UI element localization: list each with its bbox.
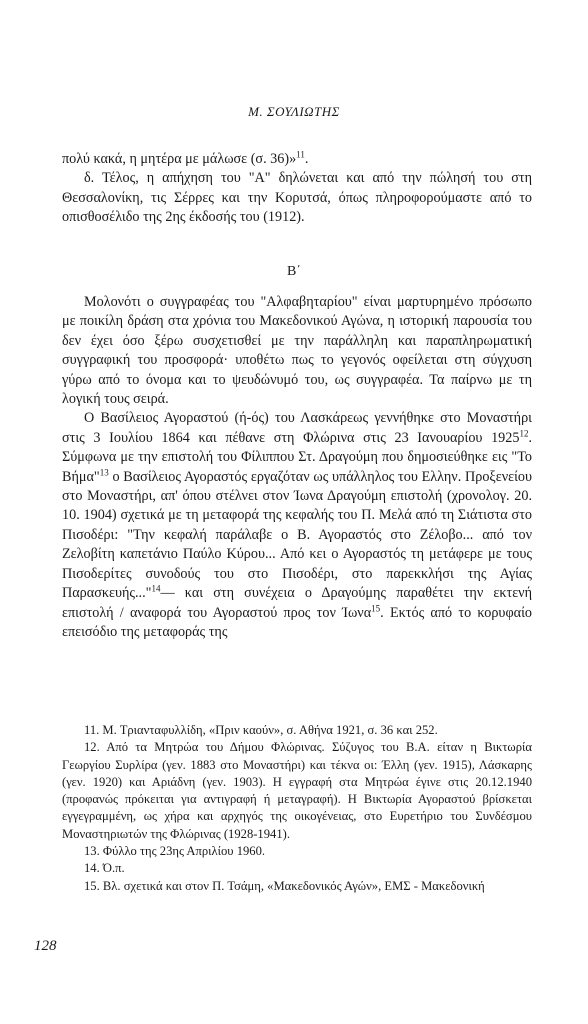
continued-quote-line: πολύ κακά, η μητέρα με μάλωσε (σ. 36)»$^{11}$. (62, 149, 309, 167)
paragraph-2: Ο Βασίλειος Αγοραστού (ή-ός) του Λασκάρεως γεννήθηκε στο Μοναστήρι στις 3 Ιουλίου 1864 και πέθανε στη Φλώρινα στις 23 Ιανουαρίου 1925$^{12}$. Σύμφωνα με την επιστολή του Φίλιππου Στ. Δραγούμη που δημοσιεύθηκε εις "Το Βήμα"$^{13}$ ο Βασίλειος Αγοραστός εργαζόταν ως υπάλληλος του Ελλην. Προξενείου στο Μοναστήρι, απ' όπου στέλνει στον Ίωνα Δραγούμη επιστολή (χρονολογ. 20. 10. 1904) σχετικά με τη μεταφορά της κεφαλής του Π. Μελά από τη Σιάτιστα στο Πισοδέρι: "Την κεφαλή παράλαβε ο Β. Αγοραστός στο Ζέλοβο... από τον Ζελοβίτη καπετάνιο Παύλο Κύρου... Από κει ο Αγοραστός τη μετάφερε με τους Πισοδερίτες συνοδούς του στο Πισοδέρι, στο παρεκκλήσι της Αγίας Παρασκευής..."$^{14}$— και στη συνέχεια ο Δραγούμης παραθέτει την εκτενή επιστολή / αναφορά του Αγοραστού προς τον Ίωνα$^{15}$. Εκτός από το κορυφαίο επεισόδιο της μεταφοράς της (62, 410, 532, 640)
footnote-11: 11. Μ. Τριανταφυλλίδη, «Πριν καούν», σ. Αθήνα 1921, σ. 36 και 252. (84, 723, 438, 737)
footnote-ref-11: 11 (296, 149, 305, 160)
footnote-ref-14: 14 (151, 583, 161, 594)
footnote-14: 14. Ό.π. (84, 861, 125, 876)
footnote-13: 13. Φύλλο της 23ης Απριλίου 1960. (84, 844, 266, 859)
footnote-ref-15: 15 (371, 602, 381, 613)
footnote-ref-13: 13 (99, 466, 109, 477)
section-heading: Β΄ (287, 264, 301, 279)
running-header: Μ. ΣΟΥΛΙΩΤΗΣ (248, 104, 340, 119)
footnote-15: 15. Βλ. σχετικά και στον Π. Τσάμη, «Μακεδονικός Αγών», ΕΜΣ - Μακεδονική (84, 878, 485, 893)
footnote-12: 12. Από τα Μητρώα του Δήμου Φλώρινας. Σύζυγος του Β.Α. είταν η Βικτωρία Γεωργίου Συρλίρα (γεν. 1883 στο Μοναστήρι) και τέκνα οι: Έλλη (γεν. 1915), Λάσκαρης (γεν. 1920) και Αριάδνη (γεν. 1903). Η εγγραφή στα Μητρώα έγινε στις 20.12.1940 (προφανώς πρόκειται για αντιγραφή ή μεταγραφή). Η Βικτωρία Αγοραστού βρίσκεται εγγεγραμμένη, ως χήρα και αρχηγός της οικογένειας, στο Ευρετήριο του Συνδέσμου Μοναστηριωτών της Φλώρινας (1928-1941). (62, 740, 532, 841)
page-number: 128 (34, 938, 57, 954)
footnotes-section (62, 722, 532, 895)
paragraph-1: Μολονότι ο συγγραφέας του "Αλφαβηταρίου" είναι μαρτυρημένο πρόσωπο με ποικίλη δράση στα χρόνια του Μακεδονικού Αγώνα, η ιστορική παρουσία του δεν έχει όσο ξέρω συσχετισθεί με την παράλληλη και παραπληρωματική συγγραφική του προσφορά· υποθέτω πως το γεγονός οφείλεται στη σύγχυση γύρω από το όνομα και το ψευδώνυμό του, ως συγγραφέα. Τα παίρνω με τη λογική τους σειρά. (62, 294, 532, 408)
paragraph-d: δ. Τέλος, η απήχηση του "Α" δηλώνεται και από την πώλησή του στη Θεσσαλονίκη, τις Σέρρες και την Κορυτσά, όπως πληροφορούμαστε από το οπισθοσέλιδο της 2ης έκδοσής του (1912). (62, 170, 532, 226)
top-text-block (62, 150, 532, 228)
main-text-block (62, 293, 532, 642)
footnote-ref-12: 12 (519, 428, 529, 439)
